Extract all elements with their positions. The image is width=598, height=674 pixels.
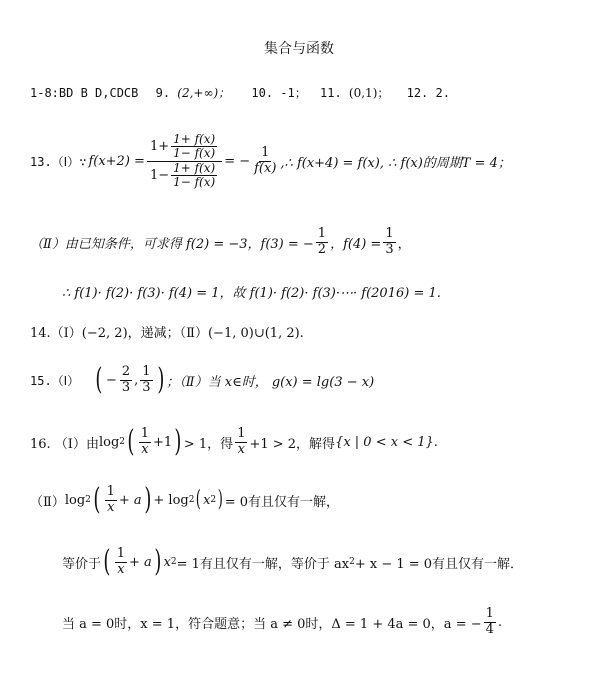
q13b-text-a: （Ⅱ）由已知条件，可求得 f(2) = −3，f(3) = − (30, 236, 314, 252)
q13-eq-neg: = − (224, 153, 251, 169)
q13-tail: ,∴ f(x+4) = f(x), ∴ f(x)的周期T = 4； (280, 155, 511, 171)
q13-big-numerator: 1+ $\frac{1+ f(x)}{1- f(x)}$ (147, 133, 222, 161)
q16-solution-set: {x | 0 < x < 1}. (335, 434, 438, 450)
q16-frac-1-over-x-b: $\frac{1}{x}$ (237, 426, 246, 457)
q16b-frac: $\frac{1}{x}$ (106, 484, 115, 515)
answers-line (30, 84, 450, 101)
q13b-third-fraction: $\frac{1}{3}$ (385, 226, 394, 257)
q16-part2-line3: 当 a = 0时，x = 1，符合题意；当 a ≠ 0时，Δ = 1 + 4a = 0，a = − $\frac{1}{4}$ . (62, 606, 503, 637)
q13-bottom-inner-fraction: $\frac{1+ f(x)}{1- f(x)}$ (173, 160, 216, 189)
q16-label: 16. （Ⅰ）由 (30, 436, 99, 452)
q13-top-inner-fraction: $\frac{1+ f(x)}{1- f(x)}$ (173, 132, 216, 161)
q11-answer: (0,1)； (348, 86, 390, 100)
q12-answer: 12. 2. (406, 86, 450, 100)
q13b-text-c: ， (397, 236, 411, 252)
q13-part2-line2: ∴ f(1)· f(2)· f(3)· f(4) = 1，故 f(1)· f(2)· f(3)·⋯· f(2016) = 1. (62, 286, 441, 301)
q16d-quarter-fraction: $\frac{1}{4}$ (485, 606, 494, 637)
q13-part2-line1 (30, 222, 411, 262)
q13-reciprocal-fraction: $\frac{1}{f(x)}$ (254, 145, 277, 176)
q13-lhs: f(x+2) = (88, 153, 145, 169)
q13b-text-b: ，f(4) = (330, 236, 382, 252)
q10-answer: 10. -1； (251, 86, 307, 100)
q13-big-fraction (147, 133, 222, 189)
q16b-label: （Ⅱ） (30, 494, 65, 510)
q13b-half-fraction: $\frac{1}{2}$ (317, 226, 327, 257)
q15-line: 15.（Ⅰ） ( − $\frac{2}{3}$ , $\frac{1}{3}$ ) ；（Ⅱ）当 x∈时， g(x) = lg(3 − x) (30, 362, 375, 397)
q15-tail: ；（Ⅱ）当 x∈时， g(x) = lg(3 − x) (166, 374, 375, 390)
q16-part2-line2: 等价于 ( $\frac{1}{x}$ + a ) x 2 = 1有且仅有一解，等价于 ax 2 + x − 1 = 0有且仅有一解． (62, 544, 524, 579)
q9-answer: (2,+∞)； (177, 86, 231, 100)
page-title: 集合与函数 (264, 41, 334, 57)
q16-frac-1-over-x: $\frac{1}{x}$ (140, 426, 149, 457)
q13-label: 13.（Ⅰ）∵ (30, 154, 87, 169)
q16-part2-line1: （Ⅱ） log 2 ( $\frac{1}{x}$ + a ) + log 2 ( x 2 ) = 0有且仅有一解， (30, 482, 340, 517)
q13-big-denominator: 1− $\frac{1+ f(x)}{1- f(x)}$ (149, 160, 216, 189)
q16-part1: 16. （Ⅰ）由 log 2 ( $\frac{1}{x}$ +1 ) > 1，得 $\frac{1}{x}$ +1 > 2，解得 {x | 0 < x < 1}. (30, 424, 438, 459)
q14-line: 14.（Ⅰ）(−2, 2)，递减；（Ⅱ）(−1, 0)∪(1, 2). (30, 326, 304, 341)
q9-num: 9. (155, 86, 171, 100)
q15-frac-b: $\frac{1}{3}$ (142, 364, 151, 395)
q15-frac-a: $\frac{2}{3}$ (121, 364, 131, 395)
q15-label: 15.（Ⅰ） (30, 373, 80, 388)
q16c-frac: $\frac{1}{x}$ (116, 546, 126, 577)
q13-part1 (30, 116, 511, 206)
mc-answers: 1-8:BD B D,CDCB (30, 86, 139, 100)
q11-num: 11. (320, 86, 342, 100)
